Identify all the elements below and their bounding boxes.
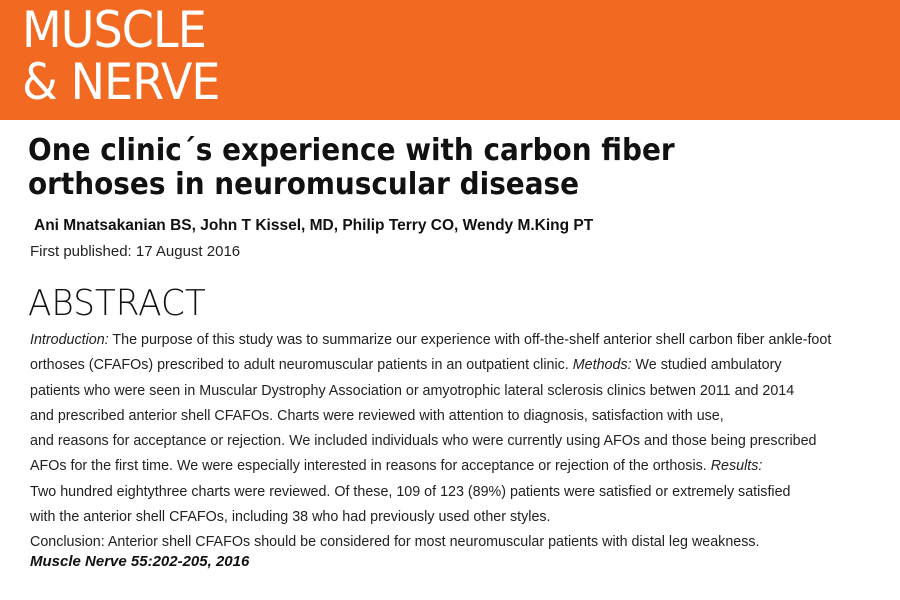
logo-line-2: & NERVE [22, 53, 220, 111]
abstract-text: Two hundred eightythree charts were reviewed. Of these, 109 of 123 (89%) patients were satisfied or extremely satisfied [30, 483, 791, 500]
abstract-line [30, 505, 890, 530]
journal-banner [0, 0, 900, 120]
abstract-line [30, 353, 890, 378]
journal-logo [22, 1, 220, 111]
abstract-line [30, 379, 890, 404]
abstract-line [30, 454, 890, 479]
abstract-line [30, 328, 890, 353]
article-title [28, 134, 828, 202]
abstract-text: and prescribed anterior shell CFAFOs. Charts were reviewed with attention to diagnosis, satisfaction with use, [30, 407, 724, 424]
abstract-text: AFOs for the first time. We were especially interested in reasons for acceptance or rejection of the orthosis. [30, 458, 711, 475]
journal-citation: Muscle Nerve 55:202-205, 2016 [30, 553, 250, 570]
title-line-1: One clinic´s experience with carbon fiber [28, 133, 675, 168]
abstract-text: Conclusion: Anterior shell CFAFOs should be considered for most neuromuscular patients with distal leg weakness. [30, 534, 760, 551]
title-line-2: orthoses in neuromuscular disease [28, 167, 580, 202]
abstract-text: and reasons for acceptance or rejection. We included individuals who were currently using AFOs and those being prescribed [30, 433, 817, 450]
publication-date: First published: 17 August 2016 [30, 243, 241, 260]
abstract-text: orthoses (CFAFOs) prescribed to adult neuromuscular patients in an outpatient clinic. [30, 357, 573, 374]
abstract-text: We studied ambulatory [631, 357, 782, 374]
logo-line-1: MUSCLE [22, 1, 206, 59]
abstract-body [30, 328, 890, 556]
abstract-line [30, 429, 890, 454]
section-label-introduction: Introduction: [30, 332, 109, 348]
abstract-line [30, 530, 890, 555]
abstract-text: The purpose of this study was to summarize our experience with off-the-shelf anterior shell carbon fiber ankle-foot [108, 332, 832, 348]
section-label-methods: Methods: [572, 357, 632, 374]
abstract-text: patients who were seen in Muscular Dystrophy Association or amyotrophic lateral sclerosis clinics betwen 2011 and 2014 [30, 382, 795, 399]
author-list: Ani Mnatsakanian BS, John T Kissel, MD, Philip Terry CO, Wendy M.King PT [34, 217, 594, 234]
abstract-heading: ABSTRACT [28, 283, 206, 324]
abstract-line [30, 480, 890, 505]
abstract-text: with the anterior shell CFAFOs, including 38 who had previously used other styles. [30, 509, 551, 526]
section-label-results: Results: [710, 458, 763, 475]
abstract-line [30, 404, 890, 429]
